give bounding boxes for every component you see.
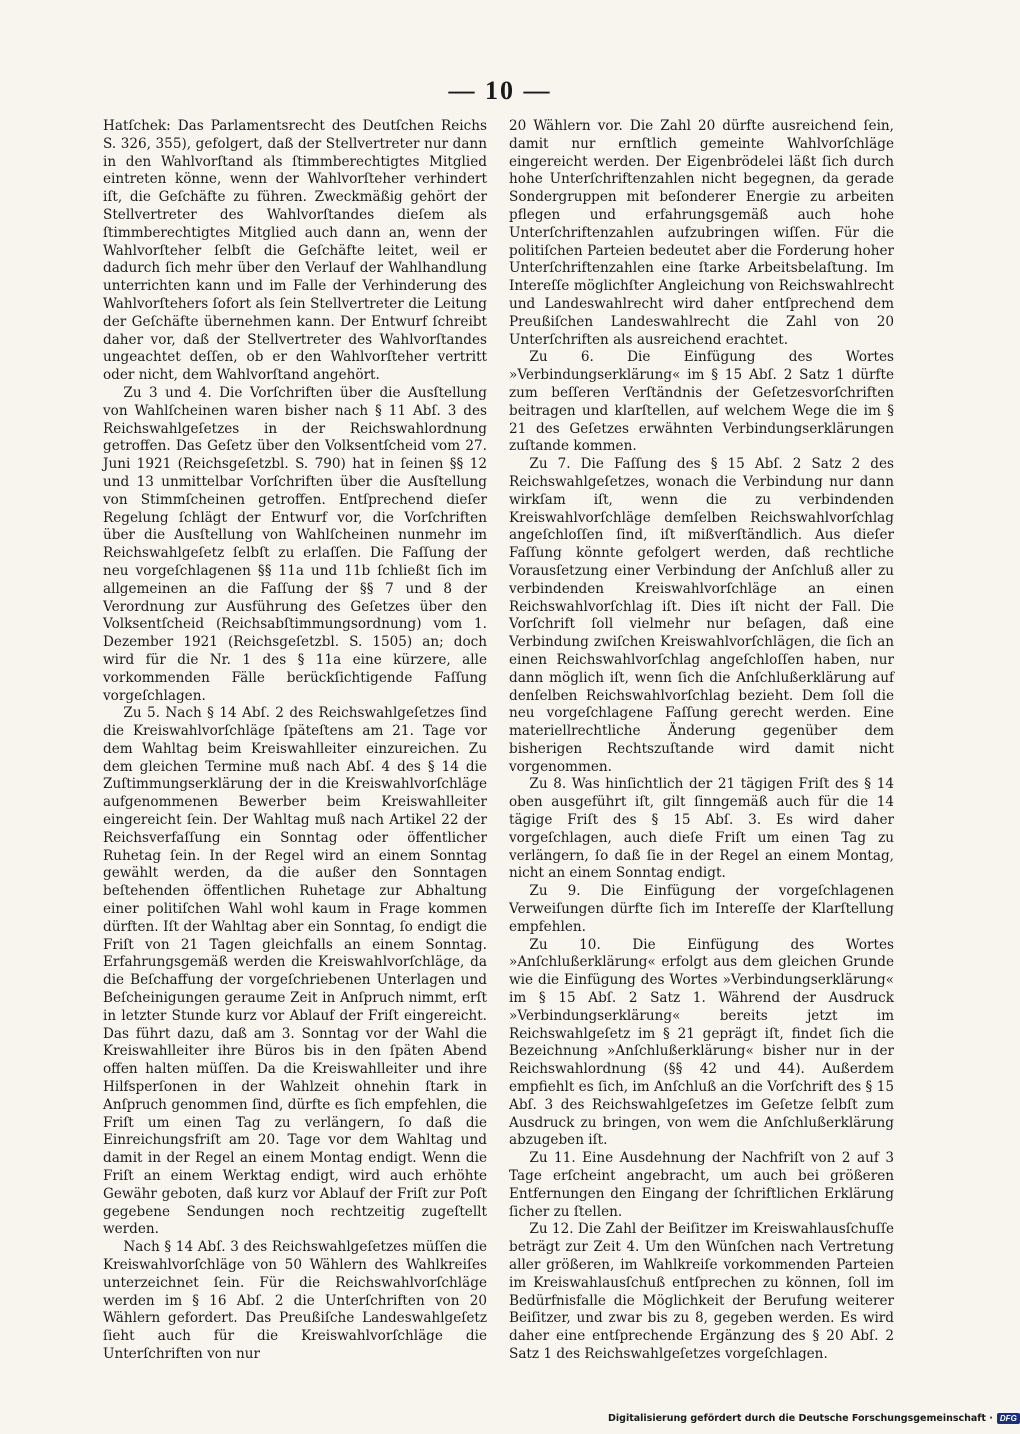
paragraph: Zu 10. Die Einfügung des Wortes »Anſchlußerklärung« erfolgt aus dem gleichen Grunde wie die Einfügung des Wortes »Verbindungserklärung« im § 15 Abſ. 2 Satz 1. Während der Ausdruck »Verbindungserklärung« bereits jetzt im Reichswahlgeſetz im § 21 geprägt iſt, findet ſich die Bezeichnung »Anſchlußerklärung« bisher nur in der Reichswahlordnung (§§ 42 und 44). Außerdem empfiehlt es ſich, im Anſchluß an die Vorſchrift des § 15 Abſ. 3 des Reichswahlgeſetzes im Geſetze ſelbſt zum Ausdruck zu bringen, von wem die Anſchlußerklärung abzugeben iſt. <box>509 936 894 1149</box>
paragraph: Zu 3 und 4. Die Vorſchriften über die Ausſtellung von Wahlſcheinen waren bisher nach § 11 Abſ. 3 des Reichswahlgeſetzes in der Reichswahlordnung getroffen. Das Geſetz über den Volksentſcheid vom 27. Juni 1921 (Reichsgeſetzbl. S. 790) hat in ſeinen §§ 12 und 13 unmittelbar Vorſchriften über die Ausſtellung von Stimmſcheinen getroffen. Entſprechend dieſer Regelung ſchlägt der Entwurf vor, die Vorſchriften über die Ausſtellung von Wahlſcheinen nunmehr im Reichswahlgeſetz ſelbſt zu erlaſſen. Die Faſſung der neu vorgeſchlagenen §§ 11a und 11b ſchließt ſich im allgemeinen an die Faſſung der §§ 7 und 8 der Verordnung zur Ausführung des Geſetzes über den Volksentſcheid (Reichsabſtimmungsordnung) vom 1. Dezember 1921 (Reichsgeſetzbl. S. 1505) an; doch wird für die Nr. 1 des § 11a eine kürzere, alle vorkommenden Fälle berückſichtigende Faſſung vorgeſchlagen. <box>103 384 487 704</box>
paragraph: Zu 9. Die Einfügung der vorgeſchlagenen Verweiſungen dürfte ſich im Intereſſe der Klarſtellung empfehlen. <box>509 883 894 935</box>
paragraph: Zu 8. Was hinſichtlich der 21 tägigen Friſt des § 14 oben ausgeführt iſt, gilt ſinngemäß auch für die 14 tägige Friſt des § 15 Abſ. 3. Es wird daher vorgeſchlagen, auch dieſe Friſt um einen Tag zu verlängern, ſo daß ſie in der Regel an einem Montag, nicht an einem Sonntag endigt. <box>509 776 894 882</box>
paragraph: 20 Wählern vor. Die Zahl 20 dürfte ausreichend ſein, damit nur ernſtlich gemeinte Wahlvorſchläge eingereicht werden. Der Eigenbrödelei läßt ſich durch hohe Unterſchriftenzahlen nicht begegnen, da gerade Sondergruppen mit beſonderer Energie zu arbeiten pflegen und erfahrungsgemäß auch hohe Unterſchriftenzahlen aufzubringen wiſſen. Für die politiſchen Parteien bedeutet aber die Forderung hoher Unterſchriftenzahlen eine ſtarke Arbeitsbelaſtung. Im Intereſſe möglichſter Angleichung von Reichswahlrecht und Landeswahlrecht wird daher entſprechend dem Preußiſchen Landeswahlrecht die Zahl von 20 Unterſchriften als ausreichend erachtet. <box>509 118 894 348</box>
paragraph: Zu 5. Nach § 14 Abſ. 2 des Reichswahlgeſetzes ſind die Kreiswahlvorſchläge ſpäteſtens am 21. Tage vor dem Wahltag beim Kreiswahlleiter einzureichen. Zu dem gleichen Termine muß nach Abſ. 4 des § 14 die Zuſtimmungserklärung der in die Kreiswahlvorſchläge aufgenommenen Bewerber beim Kreiswahlleiter eingereicht ſein. Der Wahltag muß nach Artikel 22 der Reichsverfaſſung ein Sonntag oder öffentlicher Ruhetag ſein. In der Regel wird an einem Sonntag gewählt werden, da die außer den Sonntagen beſtehenden öffentlichen Ruhetage zur Abhaltung einer politiſchen Wahl wohl kaum in Frage kommen dürften. Iſt der Wahltag aber ein Sonntag, ſo endigt die Friſt von 21 Tagen gleichfalls an einem Sonntag. Erfahrungsgemäß werden die Kreiswahlvorſchläge, da die Beſchaffung der vorgeſchriebenen Unterlagen und Beſcheinigungen geraume Zeit in Anſpruch nimmt, erſt in letzter Stunde kurz vor Ablauf der Friſt eingereicht. Das führt dazu, daß am 3. Sonntag vor der Wahl die Kreiswahlleiter ihre Büros bis in den ſpäten Abend offen halten müſſen. Da die Kreiswahlleiter und ihre Hilfsperſonen in der Wahlzeit ohnehin ſtark in Anſpruch genommen ſind, dürfte es ſich empfehlen, die Friſt um einen Tag zu verlängern, ſo daß die Einreichungsfriſt am 20. Tage vor dem Wahltag und damit in der Regel an einem Montag endigt. Wenn die Friſt an einem Werktag endigt, wird auch erhöhte Gewähr geboten, daß kurz vor Ablauf der Friſt zur Poſt gegebene Sendungen noch rechtzeitig zugeſtellt werden. <box>103 705 487 1238</box>
paragraph: Zu 12. Die Zahl der Beiſitzer im Kreiswahlausſchuſſe beträgt zur Zeit 4. Um den Wünſchen nach Vertretung aller größeren, im Wahlkreiſe vorkommenden Parteien im Kreiswahlausſchuß entſprechen zu können, ſoll im Bedürfnisfalle die Möglichkeit der Berufung weiterer Beiſitzer, und zwar bis zu 8, gegeben werden. Es wird daher eine entſprechende Ergänzung des § 20 Abſ. 2 Satz 1 des Reichswahlgeſetzes vorgeſchlagen. <box>509 1221 894 1362</box>
paragraph: Zu 7. Die Faſſung des § 15 Abſ. 2 Satz 2 des Reichswahlgeſetzes, wonach die Verbindung nur dann wirkſam iſt, wenn die zu verbindenden Kreiswahlvorſchläge demſelben Reichswahlvorſchlag angeſchloſſen ſind, iſt mißverſtändlich. Aus dieſer Faſſung könnte gefolgert werden, daß rechtliche Vorausſetzung einer Verbindung der Anſchluß aller zu verbindenden Kreiswahlvorſchläge an einen Reichswahlvorſchlag iſt. Dies iſt nicht der Fall. Die Vorſchrift ſoll vielmehr nur beſagen, daß eine Verbindung zwiſchen Kreiswahlvorſchlägen, die ſich an einen Reichswahlvorſchlag angeſchloſſen haben, nur dann möglich iſt, wenn ſich die Anſchlußerklärung auf denſelben Reichswahlvorſchlag bezieht. Dem ſoll die neu vorgeſchlagene Faſſung gerecht werden. Eine materiellrechtliche Änderung gegenüber dem bisherigen Rechtszuſtande wird damit nicht vorgenommen. <box>509 456 894 775</box>
footer-credit: Digitalisierung gefördert durch die Deutsche Forschungsgemeinschaft · <box>608 1413 993 1424</box>
left-column <box>103 118 487 1364</box>
paragraph: Nach § 14 Abſ. 3 des Reichswahlgeſetzes müſſen die Kreiswahlvorſchläge von 50 Wählern des Wahlkreiſes unterzeichnet ſein. Für die Reichswahlvorſchläge werden im § 16 Abſ. 2 die Unterſchriften von 20 Wählern gefordert. Das Preußiſche Landeswahlgeſetz ſieht auch für die Kreiswahlvorſchläge die Unterſchriften von nur <box>103 1239 487 1362</box>
footer <box>608 1413 1020 1424</box>
paragraph: Hatſchek: Das Parlamentsrecht des Deutſchen Reichs S. 326, 355), gefolgert, daß der Stellvertreter nur dann in den Wahlvorſtand als ſtimmberechtigtes Mitglied eintreten könne, wenn der Wahlvorſteher verhindert iſt, die Geſchäfte zu führen. Zweckmäßig gehört der Stellvertreter des Wahlvorſtandes dieſem als ſtimmberechtigtes Mitglied auch dann an, wenn der Wahlvorſteher ſelbſt die Geſchäfte leitet, weil er dadurch ſich mehr über den Verlauf der Wahlhandlung unterrichten kann und im Falle der Verhinderung des Wahlvorſtehers ſofort als ſein Stellvertreter die Leitung der Geſchäfte übernehmen kann. Der Entwurf ſchreibt daher vor, daß der Stellvertreter des Wahlvorſtandes ungeachtet deſſen, ob er den Wahlvorſteher vertritt oder nicht, dem Wahlvorſtand angehört. <box>103 118 487 384</box>
right-column <box>509 118 894 1364</box>
page-number: — 10 — <box>448 76 552 105</box>
paragraph: Zu 11. Eine Ausdehnung der Nachfriſt von 2 auf 3 Tage erſcheint angebracht, um auch bei größeren Entfernungen den Eingang der ſchriftlichen Erklärung ſicher zu ſtellen. <box>509 1150 894 1220</box>
dfg-logo: DFG <box>997 1413 1020 1424</box>
paragraph: Zu 6. Die Einfügung des Wortes »Verbindungserklärung« im § 15 Abſ. 2 Satz 1 dürfte zum beſſeren Verſtändnis der Geſetzesvorſchriften beitragen und klarſtellen, auf welchem Wege die im § 21 des Geſetzes erwähnten Verbindungserklärungen zuſtande kommen. <box>509 349 894 455</box>
